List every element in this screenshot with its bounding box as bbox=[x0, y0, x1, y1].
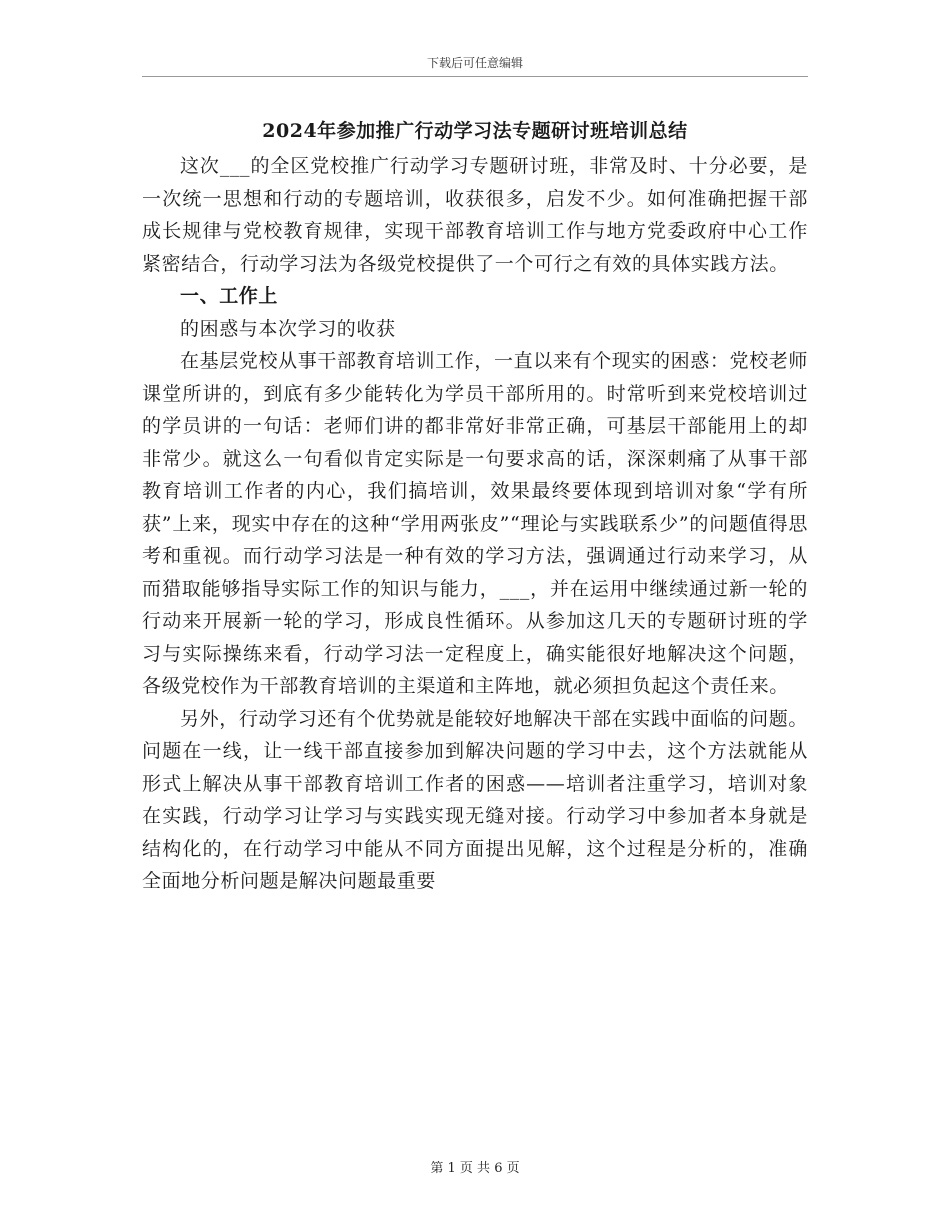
document-body bbox=[142, 150, 808, 898]
header-divider bbox=[142, 76, 808, 77]
section-heading: 一、工作上 bbox=[180, 285, 279, 307]
section-subheading: 的困惑与本次学习的收获 bbox=[180, 317, 396, 340]
paragraph-body-1: 在基层党校从事干部教育培训工作，一直以来有个现实的困惑：党校老师课堂所讲的，到底有多少能转化为学员干部所用的。时常听到来党校培训过的学员讲的一句话：老师们讲的都非常好非常正确，可基层干部能用上的却非常少。就这么一句看似肯定实际是一句要求高的话，深深刺痛了从事干部教育培训工作者的内心，我们搞培训，效果最终要体现到培训对象“学有所获”上来，现实中存在的这种“学用两张皮”“理论与实践联系少”的问题值得思考和重视。而行动学习法是一种有效的学习方法，强调通过行动来学习，从而猎取能够指导实际工作的知识与能力，___，并在运用中继续通过新一轮的行动来开展新一轮的学习，形成良性循环。从参加这几天的专题研讨班的学习与实际操练来看，行动学习法一定程度上，确实能很好地解决这个问题，各级党校作为干部教育培训的主渠道和主阵地，就必须担负起这个责任来。 bbox=[142, 350, 808, 697]
paragraph-intro: 这次___的全区党校推广行动学习专题研讨班，非常及时、十分必要，是一次统一思想和行动的专题培训，收获很多，启发不少。如何准确把握干部成长规律与党校教育规律，实现干部教育培训工作与地方党委政府中心工作紧密结合，行动学习法为各级党校提供了一个可行之有效的具体实践方法。 bbox=[142, 155, 808, 275]
header-note: 下载后可任意编辑 bbox=[426, 56, 523, 70]
document-title: 2024年参加推广行动学习法专题研讨班培训总结 bbox=[262, 120, 688, 142]
paragraph-body-2: 另外，行动学习还有个优势就是能较好地解决干部在实践中面临的问题。问题在一线，让一线干部直接参加到解决问题的学习中去，这个方法就能从形式上解决从事干部教育培训工作者的困惑——培训者注重学习，培训对象在实践，行动学习让学习与实践实现无缝对接。行动学习中参加者本身就是结构化的，在行动学习中能从不同方面提出见解，这个过程是分析的，准确全面地分析问题是解决问题最重要 bbox=[142, 707, 808, 892]
page-number: 第 1 页 共 6 页 bbox=[430, 1161, 520, 1176]
